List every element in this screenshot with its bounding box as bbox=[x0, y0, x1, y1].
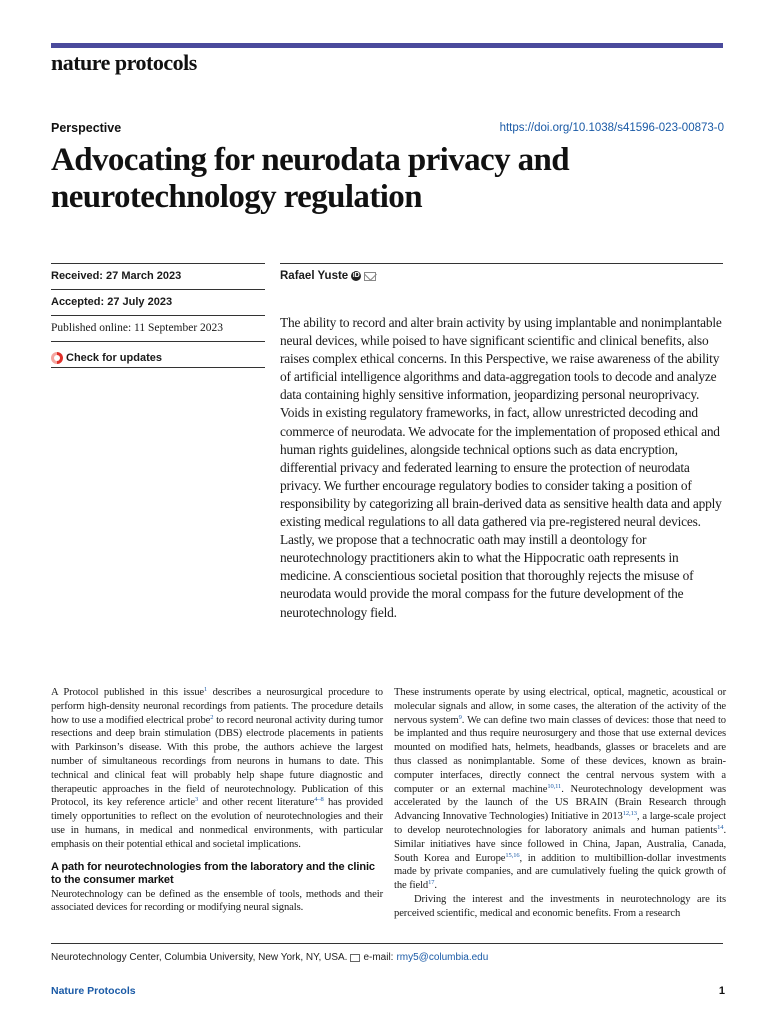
email-label: e-mail: bbox=[363, 952, 394, 963]
page-number: 1 bbox=[718, 985, 725, 997]
citation-ref[interactable]: 15,16 bbox=[505, 851, 520, 859]
citation-ref[interactable]: 14 bbox=[717, 823, 724, 831]
mail-icon[interactable] bbox=[364, 272, 376, 281]
citation-ref[interactable]: 9 bbox=[458, 713, 462, 721]
paragraph: Neurotechnology can be defined as the ensemble of tools, methods and their associated devices for recording or modifying neural signals. bbox=[51, 888, 383, 914]
citation-ref[interactable]: 12,13 bbox=[622, 810, 637, 818]
citation-ref[interactable]: 3 bbox=[194, 796, 199, 804]
author-email-link[interactable]: rmy5@columbia.edu bbox=[396, 952, 489, 963]
doi-link[interactable]: https://doi.org/10.1038/s41596-023-00873-0 bbox=[499, 122, 724, 134]
received-date: Received: 27 March 2023 bbox=[51, 263, 265, 289]
footer-journal-name: Nature Protocols bbox=[51, 985, 136, 997]
citation-ref[interactable]: 17 bbox=[428, 879, 435, 887]
citation-ref[interactable]: 10,11 bbox=[547, 782, 562, 790]
check-updates-label: Check for updates bbox=[66, 351, 162, 364]
accepted-date: Accepted: 27 July 2023 bbox=[51, 289, 265, 315]
journal-name: nature protocols bbox=[51, 50, 197, 75]
paragraph: A Protocol published in this issue$^1$ describes a neurosurgical procedure to perform high-density neuronal recordings from patients. The procedure details how to use a modified electrical probe$^2$ to record neuronal activity during tumor resections and deep brain stimulation (DBS) electrode placements in patients with Parkinson’s disease. With this probe, the authors achieve the largest number of simultaneous recordings from neurons in humans to date. This technical and clinical feat will probably help shape future diagnostic and therapeutic approaches in the field of neurotechnology. Publication of this Protocol, its key reference article$^3$ and other recent literature$^{4-8}$ has provided timely opportunities to reflect on the evolution of neurotechnologies and their use in humans, in medical and nonmedical environments, with particular emphasis on their potential ethical and societal implications. bbox=[51, 686, 383, 850]
orcid-icon[interactable]: iD bbox=[352, 272, 360, 279]
article-title: Advocating for neurodata privacy and neurotechnology regulation bbox=[51, 142, 570, 215]
article-type: Perspective bbox=[51, 121, 122, 135]
mail-icon bbox=[350, 954, 360, 962]
article-history bbox=[51, 263, 265, 368]
check-updates-button[interactable] bbox=[51, 341, 265, 368]
check-updates-icon bbox=[51, 352, 63, 364]
body-column-left bbox=[51, 686, 383, 915]
paragraph: These instruments operate by using electrical, optical, magnetic, acoustical or molecular signals and allow, in some cases, the alteration of the activity of the nervous system$^9$. We can define two main classes of devices: those that need to be implanted and thus require neurosurgery and those that use external devices mounted on modified hats, helmets, headbands, glasses or bracelets and are thus classed as nonimplantable. Some of these devices, known as brain-computer interfaces, directly connect the central nervous system with a computer or an external machine$^{10,11}$. Neurotechnology development was accelerated by the launch of the US BRAIN (Brain Research through Advancing Innovative Technologies) Initiative in 2013$^{12,13}$, a large-scale project to develop neurotechnologies for laboratory animals and human patients$^{14}$. Similar initiatives have since followed in China, Japan, Australia, Canada, South Korea and Europe$^{15,16}$, in addition to multibillion-dollar investments made by private companies, and are cumulatively fueling the quick growth of the field$^{17}$. bbox=[394, 687, 726, 892]
header-rule bbox=[51, 43, 723, 48]
affiliation: Neurotechnology Center, Columbia University, New York, NY, USA. bbox=[51, 952, 348, 963]
body-column-right bbox=[394, 686, 726, 921]
affiliation-footnote bbox=[51, 943, 723, 963]
citation-ref[interactable]: 4–8 bbox=[314, 796, 324, 804]
author-name[interactable]: Rafael Yuste bbox=[280, 270, 349, 282]
citation-ref[interactable]: 2 bbox=[210, 713, 214, 721]
abstract: The ability to record and alter brain activity by using implantable and nonimplantable neural devices, while poised to have significant scientific and clinical benefits, also raises complex ethical concerns. In this Perspective, we raise awareness of the ability of artificial intelligence algorithms and data-aggregation tools to decode and analyze data containing highly sensitive information, jeopardizing personal neuroprivacy. Voids in existing regulatory frameworks, in fact, allow unrestricted decoding and commerce of neurodata. We advocate for the implementation of proposed ethical and human rights guidelines, alongside technical options such as data encryption, differential privacy and federated learning to ensure the protection of neurodata privacy. We further encourage regulatory bodies to consider taking a position of responsibility by categorizing all brain-derived data as sensitive health data and apply existing medical regulations to all data gathered via pre-registered neural devices. Lastly, we propose that a technocratic oath may instill a deontology for neurotechnology practitioners akin to what the Hippocratic oath represents in medicine. A conscientious societal position that thoroughly rejects the misuse of neurodata would provide the moral compass for the future development of the neurotechnology field. bbox=[280, 315, 722, 620]
section-heading: A path for neurotechnologies from the laboratory and the clinic to the consumer market bbox=[51, 860, 375, 887]
author-line bbox=[280, 263, 723, 282]
published-date: Published online: 11 September 2023 bbox=[51, 315, 265, 341]
paragraph: Driving the interest and the investments in neurotechnology are its perceived scientific, medical and economic benefits. From a research bbox=[394, 893, 726, 919]
citation-ref[interactable]: 1 bbox=[204, 686, 208, 693]
